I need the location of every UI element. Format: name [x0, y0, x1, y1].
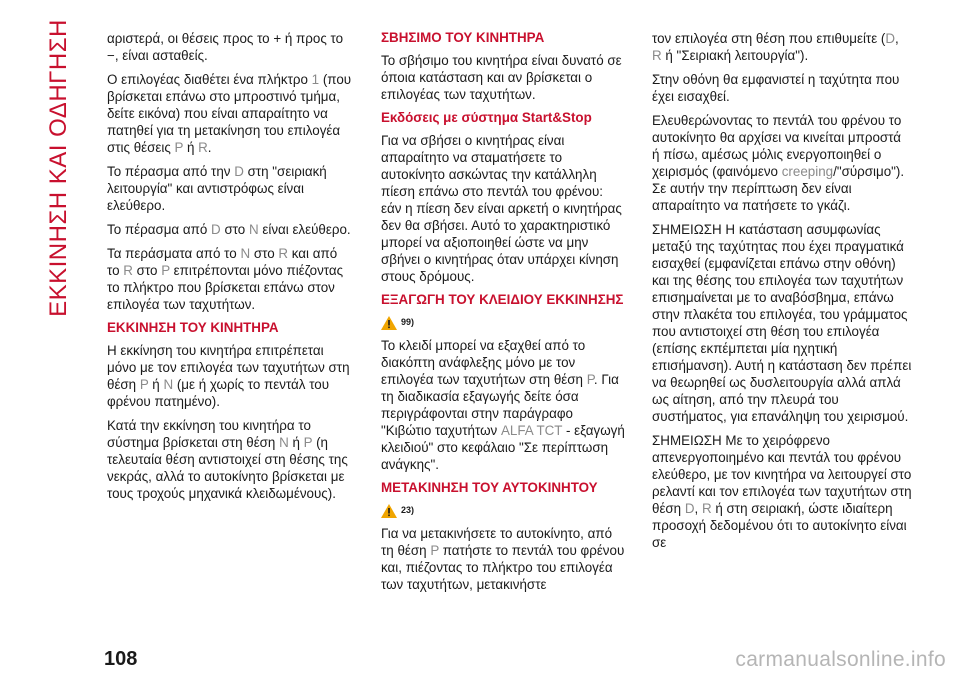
column-3 [652, 30, 912, 558]
warning-reference [381, 502, 626, 519]
text: Η εκκίνηση του κινητήρα επιτρέπεται μόνο με τον επιλογέα των ταχυτήτων στη θέση [107, 343, 350, 392]
paragraph: ΣΗΜΕΙΩΣΗ Η κατάσταση ασυμφωνίας μεταξύ της ταχύτητας που έχει πραγματικά εισαχθεί (εμφανίζεται επάνω στην οθόνη) και της θέσης του επιλογέα των ταχυτήτων επισημαίνεται με το αναβόσβημα, επάνω στην πλακέτα του επιλογέα, του γράμματος που αντιστοιχεί στη θέση του επιλογέα (επίσης εκπέμπεται μία ηχητική επισήμανση). Αυτή η κατάσταση δεν πρέπει να θεωρηθεί ως δυσλειτουργία αλλά απλά ως αίτηση, από την πλευρά του συστήματος, για επανάληψη του χειρισμού. [652, 222, 912, 424]
text: στο [250, 246, 279, 261]
text: (που βρίσκεται επάνω στο μπροστινό τμήμα, δείτε εικόνα) που είναι απαραίτητο να πατηθεί για τη μετακίνηση του επιλογέα στις θέσεις [107, 72, 352, 155]
text: Ο επιλογέας διαθέτει ένα πλήκτρο [107, 72, 312, 87]
gear-ref: P [586, 372, 594, 387]
warning-reference [381, 314, 626, 331]
text: . [207, 140, 212, 155]
text: . Για τη διαδικασία εξαγωγής δείτε όσα περιγράφονται στην παράγραφο "Κιβώτιο ταχυτήτων [381, 372, 619, 438]
gear-ref: R [198, 140, 208, 155]
text: ή [183, 140, 199, 155]
gear-ref: P [174, 140, 184, 155]
warning-triangle-icon [381, 316, 397, 330]
warning-triangle-icon [381, 504, 397, 518]
text: (η τελευταία θέση αντιστοιχεί στη θέσης της νεκράς, αλλά το αυτοκίνητο βρίσκεται με τους τροχούς μηχανικά κλειδωμένους). [107, 435, 348, 501]
chapter-title: ΕΚΚΙΝΗΣΗ ΚΑΙ ΟΔΗΓΗΣΗ [45, 19, 73, 317]
paragraph [107, 221, 352, 238]
paragraph [107, 71, 352, 156]
text: Τα περάσματα από το [107, 246, 241, 261]
paragraph: Στην οθόνη θα εμφανιστεί η ταχύτητα που έχει εισαχθεί. [652, 72, 900, 104]
product-ref: ALFA TCT [500, 423, 563, 438]
gear-ref: R [652, 48, 662, 63]
paragraph [107, 30, 352, 64]
gear-ref: P [161, 263, 170, 278]
paragraph [107, 342, 352, 410]
paragraph [381, 337, 626, 473]
text: ή στη σειριακή, ώστε ιδιαίτερη προσοχή δεδομένου ότι το αυτοκίνητο είναι σε [652, 501, 907, 550]
text: στο [220, 222, 249, 237]
paragraph: Για να σβήσει ο κινητήρας είναι απαραίτητο να σταματήσετε το αυτοκίνητο ασκώντας την κατάλληλη πίεση επάνω στο πεντάλ του φρένου: εάν η πίεση δεν είναι αρκετή ο κινητήρας δεν θα σβήσει. Αυτό το χαρακτηριστικό μπορεί να αξιοποιηθεί ώστε να μην σβήνει ο κινητήρας όταν υπάρχει κίνηση στους δρόμους. [381, 133, 622, 284]
warning-number: 99) [401, 317, 415, 327]
text: ΣΗΜΕΙΩΣΗ Με το χειρόφρενο απενεργοποιημένο και πεντάλ του φρένου ελεύθερο, με τον κινητήρα να λειτουργεί στο ρελαντί και τον επιλογέα των ταχυτήτων στη θέση [652, 433, 912, 516]
text: και από το [107, 246, 338, 278]
paragraph [107, 417, 352, 502]
column-2 [381, 30, 626, 600]
text: Ελευθερώνοντας το πεντάλ του φρένου το αυτοκίνητο θα αρχίσει να κινείται μπροστά ή πίσω, αμέσως μόλις ενεργοποιηθεί ο χειρισμός (φαινόμενο [652, 113, 902, 179]
paragraph [652, 30, 912, 64]
page-number: 108 [104, 648, 138, 670]
text: Για να μετακινήσετε το αυτοκίνητο, από τη θέση [381, 526, 613, 558]
text: /"σύρσιμο"). Σε αυτήν την περίπτωση δεν είναι απαραίτητο να πατήσετε το γκάζι. [652, 164, 905, 213]
text: ή [148, 377, 164, 392]
gear-ref: N [163, 377, 174, 392]
text: - εξαγωγή κλειδιού" στο κεφάλαιο "Σε περίπτωση ανάγκης". [381, 423, 625, 472]
text: αριστερά, οι θέσεις προς το + ή προς το −, είναι ασταθείς. [107, 31, 344, 63]
section-heading: ΕΞΑΓΩΓΗ ΤΟΥ ΚΛΕΙΔΙΟΥ ΕΚΚΙΝΗΣΗΣ [381, 292, 624, 307]
paragraph [381, 525, 626, 593]
section-heading: ΕΚΚΙΝΗΣΗ ΤΟΥ ΚΙΝΗΤΗΡΑ [107, 320, 279, 335]
gear-ref: D [684, 501, 695, 516]
section-heading: ΣΒΗΣΙΜΟ ΤΟΥ ΚΙΝΗΤΗΡΑ [381, 30, 545, 45]
column-1 [107, 30, 352, 509]
section-heading: ΜΕΤΑΚΙΝΗΣΗ ΤΟΥ ΑΥΤΟΚΙΝΗΤΟΥ [381, 480, 598, 495]
text: επιτρέπονται μόνο πιέζοντας το πλήκτρο που βρίσκεται επάνω στον επιλογέα των ταχυτήτων. [107, 263, 344, 312]
watermark: carmanualsonline.info [735, 648, 946, 671]
gear-ref: N [248, 222, 259, 237]
chapter-side-tab [44, 19, 74, 317]
text: , [895, 31, 899, 46]
gear-ref: R [278, 246, 289, 261]
text: στη "σειριακή λειτουργία" και αντιστρόφως είναι ελεύθερο. [107, 164, 327, 213]
text: τον επιλογέα στη θέση που επιθυμείτε ( [652, 31, 886, 46]
gear-ref: N [240, 246, 251, 261]
text: ή "Σειριακή λειτουργία"). [661, 48, 809, 63]
text: είναι ελεύθερο. [258, 222, 351, 237]
gear-ref: D [211, 222, 221, 237]
text: Το πέρασμα από την [107, 164, 235, 179]
text: , [694, 501, 702, 516]
gear-ref: R [123, 263, 133, 278]
warning-number: 23) [401, 505, 415, 515]
text: στο [132, 263, 162, 278]
text: Κατά την εκκίνηση του κινητήρα το σύστημα βρίσκεται στη θέση [107, 418, 311, 450]
subsection-heading: Εκδόσεις με σύστημα Start&Stop [381, 110, 592, 125]
gear-ref: R [701, 501, 712, 516]
text: ή [288, 435, 304, 450]
term-ref: creeping [781, 164, 834, 179]
paragraph [107, 245, 352, 313]
paragraph [652, 432, 912, 551]
text: (με ή χωρίς το πεντάλ του φρένου πατημένο). [107, 377, 330, 409]
paragraph [652, 112, 912, 214]
button-ref: 1 [311, 72, 320, 87]
paragraph [107, 163, 352, 214]
gear-ref: D [234, 164, 244, 179]
gear-ref: P [139, 377, 149, 392]
paragraph: Το σβήσιμο του κινητήρα είναι δυνατό σε όποια κατάσταση και αν βρίσκεται ο επιλογέας των ταχυτήτων. [381, 53, 622, 102]
gear-ref: D [885, 31, 896, 46]
text: πατήστε το πεντάλ του φρένου και, πιέζοντας το πλήκτρο του επιλογέα των ταχυτήτων, μετακινήστε [381, 543, 625, 592]
gear-ref: P [303, 435, 313, 450]
gear-ref: N [279, 435, 289, 450]
text: Το πέρασμα από [107, 222, 212, 237]
text: Το κλειδί μπορεί να εξαχθεί από το διακόπτη ανάφλεξης μόνο με τον επιλογέα των ταχυτήτων στη θέση [381, 338, 587, 387]
gear-ref: P [430, 543, 440, 558]
